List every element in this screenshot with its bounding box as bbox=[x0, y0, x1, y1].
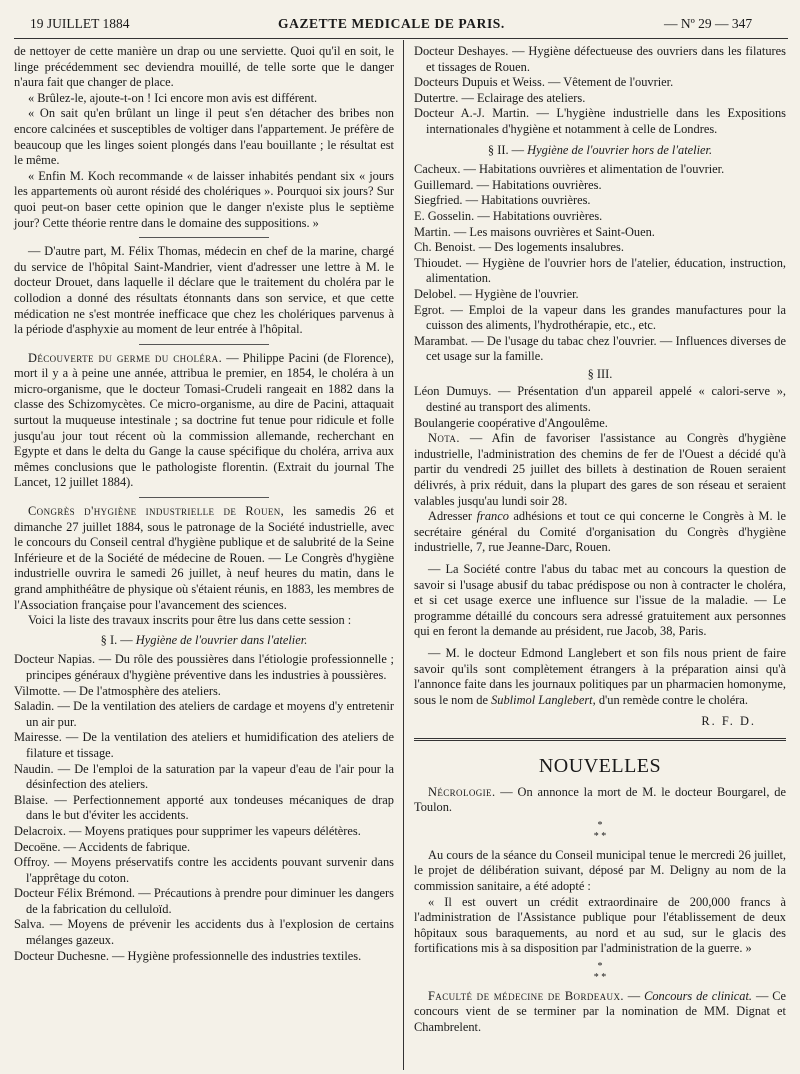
list-item: Saladin. — De la ventilation des ateliers de cardage et moyens d'y entretenir un air pur. bbox=[14, 699, 394, 729]
journal-title: GAZETTE MEDICALE DE PARIS. bbox=[278, 16, 505, 31]
list-item: Marambat. — De l'usage du tabac chez l'ouvrier. — Influences diverses de cet usage sur la famille. bbox=[414, 333, 786, 364]
separator-rule bbox=[139, 497, 269, 498]
right-column bbox=[414, 44, 786, 1036]
list-item: Thioudet. — Hygiène de l'ouvrier hors de l'atelier, éducation, instruction, alimentation. bbox=[414, 255, 786, 286]
page-header bbox=[0, 0, 800, 34]
list-item: Siegfried. — Habitations ouvrières. bbox=[414, 193, 591, 208]
works-list-2 bbox=[414, 162, 786, 365]
list-item: Léon Dumuys. — Présentation d'un appareil appelé « calori-serve », destiné au transport des aliments. bbox=[414, 384, 786, 415]
list-item: Delobel. — Hygiène de l'ouvrier. bbox=[414, 286, 579, 301]
list-item: Vilmotte. — De l'atmosphère des ateliers. bbox=[14, 683, 221, 698]
adresser-paragraph: Adresser franco adhésions et tout ce qui concerne le Congrès à M. le secrétaire général du Comité d'organisation du Congrès d'hygiène industrielle, 7, rue Jeanne-Darc, Rouen. bbox=[414, 509, 787, 555]
paragraph: — D'autre part, M. Félix Thomas, médecin en chef de la marine, chargé du service de l'hôpital Saint-Mandrier, vient d'adresser une lettre à M. le docteur Drouet, dans laquelle il déclare que le traitement du choléra par le collodion a donné des résultats étonnants dans son service, et que cette médication ne s'est montrée inefficace que chez les cholériques parvenus à la période d'asphyxie au moment de leur entrée à l'hôpital. bbox=[14, 244, 394, 337]
list-item: Offroy. — Moyens préservatifs contre les accidents pouvant survenir dans l'apprêtage du coton. bbox=[14, 855, 394, 885]
list-item: Decoëne. — Accidents de fabrique. bbox=[14, 839, 191, 854]
article-heading: Découverte du germe du choléra. bbox=[28, 350, 223, 365]
list-item: Egrot. — Emploi de la vapeur dans les grandes manufactures pour la cuisson des aliments, l'hydrothérapie, etc., etc. bbox=[414, 302, 786, 333]
section-heading-2: § II. — Hygiène de l'ouvrier hors de l'atelier. bbox=[487, 142, 713, 157]
article-body: — Philippe Pacini (de Florence), mort il y a à peine une année, attribua le premier, en 1854, le choléra à un micro-organisme, que le docteur Tomasi-Crudeli rangeait en 1882 dans la classe des Schizomycètes. Ce micro-organisme, au dire de Pacini, attaquait surtout la muqueuse intestinale ; sa doctrine fut tenue pour ridicule et folle jusqu'au jour tout récent où la commission allemande, recherchant en Egypte et dans le delta du Gange la cause spécifique du choléra, arriva aux mêmes conclusions que le pathologiste florentin. (Extrait du journal The Lancet, 12 juillet 1884). bbox=[14, 350, 394, 490]
nota-paragraph: Nota. — Afin de favoriser l'assistance au Congrès d'hygiène industrielle, l'administration des chemins de fer de l'Ouest a décidé qu'à partir du vendredi 25 juillet des billets à destination de Rouen seraient délivrés, à prix réduit, dans la plupart des gares de son réseau et seraient valables jusqu'au lundi soir 28. bbox=[414, 431, 786, 508]
section-heading-3: § III. bbox=[587, 366, 613, 381]
signature: R. F. D. bbox=[701, 714, 756, 729]
separator-rule bbox=[139, 344, 269, 345]
paragraph: « Enfin M. Koch recommande « de laisser inhabités pendant six « jours les appartements où auront résidé des cholériques ». Pourquoi six jours? Sur quoi peut-on baser cette opinion que le danger n'existe plus le septième jour? Cette théorie rentre dans le domaine des suppositions. » bbox=[14, 168, 394, 230]
article-germe bbox=[14, 351, 394, 491]
list-item: Docteur Deshayes. — Hygiène défectueuse des ouvriers dans les filatures et tissages de Rouen. bbox=[414, 44, 786, 74]
nouvelles-section bbox=[414, 738, 786, 1036]
list-item: Cacheux. — Habitations ouvrières et alimentation de l'ouvrier. bbox=[414, 162, 725, 177]
tabac-paragraph: — La Société contre l'abus du tabac met au concours la question de savoir si l'usage abusif du tabac prédispose ou non à contracter le choléra, et si cet usage exerce une influence sur l'issue de la maladie. — Le programme détaillé du concours sera adressé gratuitement aux personnes qui en feront la demande au président, rue Jacob, 38, Paris. bbox=[414, 562, 786, 639]
works-list-1 bbox=[14, 652, 394, 964]
paragraph: « Brûlez-le, ajoute-t-on ! Ici encore mon avis est différent. bbox=[28, 90, 318, 105]
header-rule bbox=[14, 38, 788, 39]
list-item: Docteur Napias. — Du rôle des poussières dans l'étiologie professionnelle ; principes généraux d'hygiène préventive dans les industries à poussières. bbox=[14, 652, 394, 682]
list-item: Ch. Benoist. — Des logements insalubres. bbox=[414, 240, 624, 255]
works-list-1-continued bbox=[414, 44, 786, 138]
article-congres bbox=[14, 504, 394, 613]
issue-date: 19 JUILLET 1884 bbox=[30, 16, 130, 31]
list-item: Docteur A.-J. Martin. — L'hygiène industrielle dans les Expositions internationales d'hygiène et notamment à celle de Londres. bbox=[414, 106, 786, 136]
bordeaux-paragraph: Faculté de médecine de Bordeaux. — Concours de clinicat. — Ce concours vient de se terminer par la nomination de MM. Dignat et Chambrelent. bbox=[414, 988, 786, 1035]
section-heading-1: § I. — Hygiène de l'ouvrier dans l'atelier. bbox=[100, 632, 308, 647]
list-item: Blaise. — Perfectionnement apporté aux tondeuses mécaniques de drap dans le but d'éviter les accidents. bbox=[14, 792, 394, 823]
paragraph: de nettoyer de cette manière un drap ou une serviette. Quoi qu'il en soit, le linge précédemment sec deviendra mouillé, de telle sorte que le danger n'aura fait que changer de place. bbox=[14, 44, 394, 90]
asterism: * * * bbox=[593, 819, 607, 842]
list-item: Dutertre. — Eclairage des ateliers. bbox=[414, 90, 586, 105]
list-item: Guillemard. — Habitations ouvrières. bbox=[414, 177, 602, 192]
asterism: * * * bbox=[593, 960, 607, 983]
list-item: Delacroix. — Moyens pratiques pour supprimer les vapeurs délétères. bbox=[14, 823, 361, 838]
list-item: Martin. — Les maisons ouvrières et Saint-Ouen. bbox=[414, 224, 655, 239]
list-item: Mairesse. — De la ventilation des ateliers et humidification des ateliers de filature et tissage. bbox=[14, 730, 394, 760]
list-item: Naudin. — De l'emploi de la saturation par la vapeur d'eau de l'air pour la désinfection des ateliers. bbox=[14, 761, 394, 792]
credit-paragraph: « Il est ouvert un crédit extraordinaire de 200,000 francs à l'administration de l'Assistance publique pour l'établissement de deux hôpitaux sous baraquements, au nord et au sud, sur le glacis des fortifications mis à sa disposition par l'administration de la guerre. » bbox=[414, 894, 786, 956]
separator-rule bbox=[139, 237, 269, 238]
conseil-paragraph: Au cours de la séance du Conseil municipal tenue le mercredi 26 juillet, le projet de délibération suivant, déposé par M. Deligny au nom de la commission sanitaire, a été adopté : bbox=[414, 847, 786, 893]
paragraph: Voici la liste des travaux inscrits pour être lus dans cette session : bbox=[28, 613, 352, 628]
list-item: Boulangerie coopérative d'Angoulême. bbox=[414, 415, 608, 430]
list-item: Docteur Félix Brémond. — Précautions à prendre pour diminuer les dangers de la fabrication du celluloïd. bbox=[14, 886, 394, 916]
langlebert-paragraph: — M. le docteur Edmond Langlebert et son fils nous prient de faire savoir qu'ils sont complètement étrangers à la préparation ainsi qu'à l'annonce faite dans les journaux politiques par un pharmacien homonyme, sous le nom de Sublimol Langlebert, d'un remède contre le choléra. bbox=[414, 645, 786, 707]
works-list-3 bbox=[414, 384, 786, 431]
nouvelles-heading: NOUVELLES bbox=[538, 754, 662, 777]
paragraph: « On sait qu'en brûlant un linge il peut s'en détacher des bribes non encore calcinées et susceptibles de voltiger dans l'appartement. Je préfère de beaucoup que les linges soient plongés dans l'eau bouillante ; le résultat est le même. bbox=[14, 106, 394, 168]
list-item: Salva. — Moyens de prévenir les accidents dus à l'explosion de certains mélanges gazeux. bbox=[14, 917, 394, 948]
list-item: Docteurs Dupuis et Weiss. — Vêtement de l'ouvrier. bbox=[414, 75, 674, 90]
column-divider bbox=[403, 40, 404, 1070]
list-item: E. Gosselin. — Habitations ouvrières. bbox=[414, 208, 603, 223]
page-number: — Nº 29 — 347 bbox=[664, 16, 753, 31]
article-body: les samedis 26 et dimanche 27 juillet 1884, sous le patronage de la Société industrielle, avec le concours du Conseil central d'hygiène publique et de salubrité de la Seine Inférieure et de la Société de médecine de Rouen. — Le Congrès d'hygiène industrielle ouvrira le samedi 26 juillet, à neuf heures du matin, dans le grand amphithéâtre de physique où s'étaient réunis, en 1883, les membres de l'Association française pour l'avancement des sciences. bbox=[14, 504, 394, 612]
necrologie-paragraph: Nécrologie. — On annonce la mort de M. le docteur Bourgarel, de Toulon. bbox=[414, 784, 786, 815]
article-heading: Congrès d'hygiène industrielle de Rouen, bbox=[28, 504, 285, 519]
left-column bbox=[14, 44, 394, 964]
list-item: Docteur Duchesne. — Hygiène professionnelle des industries textiles. bbox=[14, 948, 362, 963]
